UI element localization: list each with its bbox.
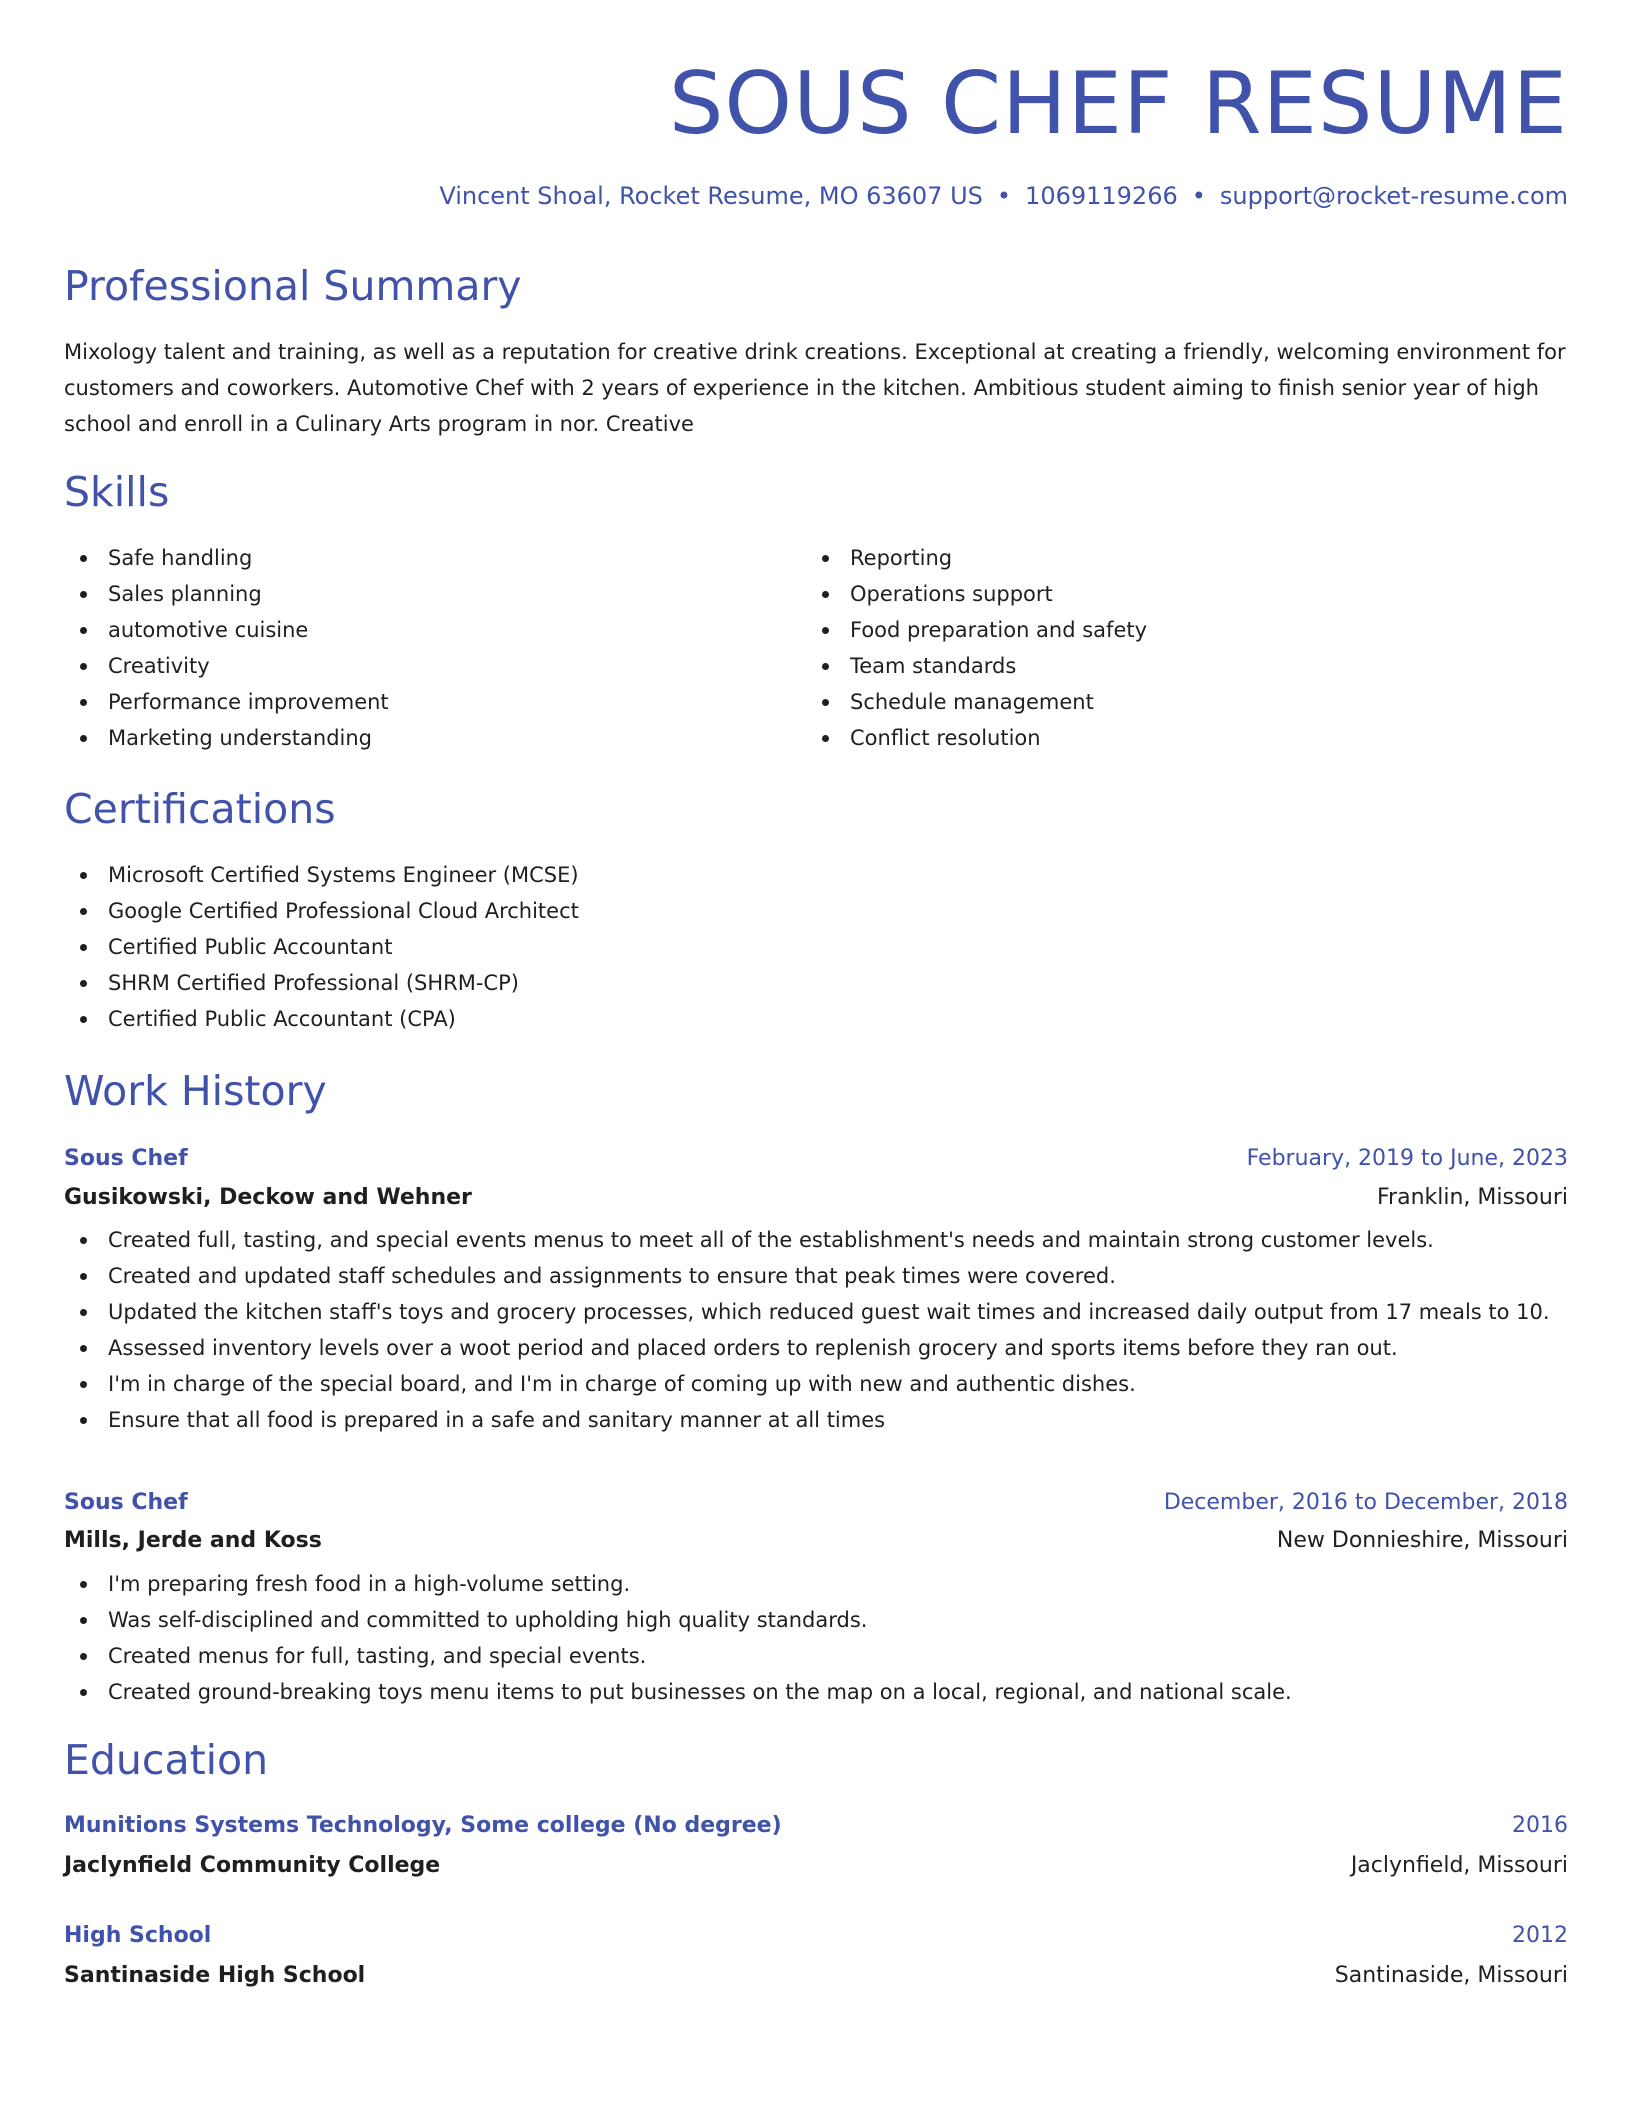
job-bullet: Created and updated staff schedules and assignments to ensure that peak times were covered. xyxy=(64,1258,1550,1294)
education-degree: Munitions Systems Technology, Some college (No degree) xyxy=(64,1813,782,1838)
job-title: Sous Chef xyxy=(64,1146,188,1171)
page-title: SOUS CHEF RESUME xyxy=(668,54,1568,154)
skill-item: automotive cuisine xyxy=(64,612,389,648)
skill-item: Sales planning xyxy=(64,576,389,612)
education-header xyxy=(64,1808,1568,1844)
job-bullet: I'm preparing fresh food in a high-volume setting. xyxy=(64,1566,1292,1602)
job-location: New Donnieshire, Missouri xyxy=(1276,1528,1568,1553)
skills-list-left xyxy=(64,540,389,756)
contact-address: Vincent Shoal, Rocket Resume, MO 63607 US xyxy=(439,182,983,210)
work-history-heading: Work History xyxy=(64,1067,327,1115)
job-bullet: Assessed inventory levels over a woot period and placed orders to replenish grocery and sports items before they ran out. xyxy=(64,1330,1550,1366)
skill-item: Creativity xyxy=(64,648,389,684)
certification-item: Microsoft Certified Systems Engineer (MCSE) xyxy=(64,857,579,893)
certification-item: Google Certified Professional Cloud Architect xyxy=(64,893,579,929)
education-year: 2016 xyxy=(1512,1813,1568,1838)
certifications-heading: Certifications xyxy=(64,785,336,833)
job-company-row xyxy=(64,1180,1568,1216)
job-company: Gusikowski, Deckow and Wehner xyxy=(64,1185,472,1210)
job-header xyxy=(64,1485,1568,1521)
certification-item: Certified Public Accountant xyxy=(64,929,579,965)
skills-list-right xyxy=(806,540,1147,756)
skill-item: Food preparation and safety xyxy=(806,612,1147,648)
education-heading: Education xyxy=(64,1736,269,1784)
skill-item: Team standards xyxy=(806,648,1147,684)
certifications-list xyxy=(64,857,579,1037)
contact-separator: • xyxy=(996,182,1012,210)
skill-item: Conflict resolution xyxy=(806,720,1147,756)
job-bullet: I'm in charge of the special board, and I'm in charge of coming up with new and authentic dishes. xyxy=(64,1366,1550,1402)
contact-line xyxy=(439,180,1568,212)
skill-item: Marketing understanding xyxy=(64,720,389,756)
job-bullet: Was self-disciplined and committed to upholding high quality standards. xyxy=(64,1602,1292,1638)
education-location: Santinaside, Missouri xyxy=(1334,1963,1568,1988)
contact-email: support@rocket-resume.com xyxy=(1219,182,1568,210)
skill-item: Performance improvement xyxy=(64,684,389,720)
job-bullets xyxy=(64,1566,1292,1710)
certification-item: SHRM Certified Professional (SHRM-CP) xyxy=(64,965,579,1001)
job-bullet: Updated the kitchen staff's toys and grocery processes, which reduced guest wait times and increased daily output from 17 meals to 10. xyxy=(64,1294,1550,1330)
job-bullets xyxy=(64,1222,1550,1438)
job-bullet: Created menus for full, tasting, and special events. xyxy=(64,1638,1292,1674)
skills-heading: Skills xyxy=(64,468,170,516)
job-location: Franklin, Missouri xyxy=(1377,1185,1568,1210)
job-title: Sous Chef xyxy=(64,1490,188,1515)
education-school: Jaclynfield Community College xyxy=(64,1853,441,1878)
job-bullet: Created ground-breaking toys menu items to put businesses on the map on a local, regional, and national scale. xyxy=(64,1674,1292,1710)
job-header xyxy=(64,1141,1568,1177)
job-dates: February, 2019 to June, 2023 xyxy=(1246,1146,1568,1171)
skill-item: Reporting xyxy=(806,540,1147,576)
summary-heading: Professional Summary xyxy=(64,262,522,310)
summary-text: Mixology talent and training, as well as a reputation for creative drink creations. Exceptional at creating a friendly, welcoming environment for customers and coworkers. Automotive Chef with 2 years of experience in the kitchen. Ambitious student aiming to finish senior year of high school and enroll in a Culinary Arts program in nor. Creative xyxy=(64,340,1566,436)
education-school-row xyxy=(64,1958,1568,1994)
job-company-row xyxy=(64,1523,1568,1559)
job-company: Mills, Jerde and Koss xyxy=(64,1528,322,1553)
job-dates: December, 2016 to December, 2018 xyxy=(1163,1490,1568,1515)
job-bullet: Created full, tasting, and special events menus to meet all of the establishment's needs and maintain strong customer levels. xyxy=(64,1222,1550,1258)
education-school: Santinaside High School xyxy=(64,1963,366,1988)
education-year: 2012 xyxy=(1512,1923,1568,1948)
skill-item: Operations support xyxy=(806,576,1147,612)
contact-phone: 1069119266 xyxy=(1025,182,1178,210)
certification-item: Certified Public Accountant (CPA) xyxy=(64,1001,579,1037)
education-school-row xyxy=(64,1848,1568,1884)
job-bullet: Ensure that all food is prepared in a safe and sanitary manner at all times xyxy=(64,1402,1550,1438)
contact-separator: • xyxy=(1191,182,1206,210)
education-location: Jaclynfield, Missouri xyxy=(1350,1853,1568,1878)
skill-item: Safe handling xyxy=(64,540,389,576)
skill-item: Schedule management xyxy=(806,684,1147,720)
education-degree: High School xyxy=(64,1923,212,1948)
education-header xyxy=(64,1918,1568,1954)
